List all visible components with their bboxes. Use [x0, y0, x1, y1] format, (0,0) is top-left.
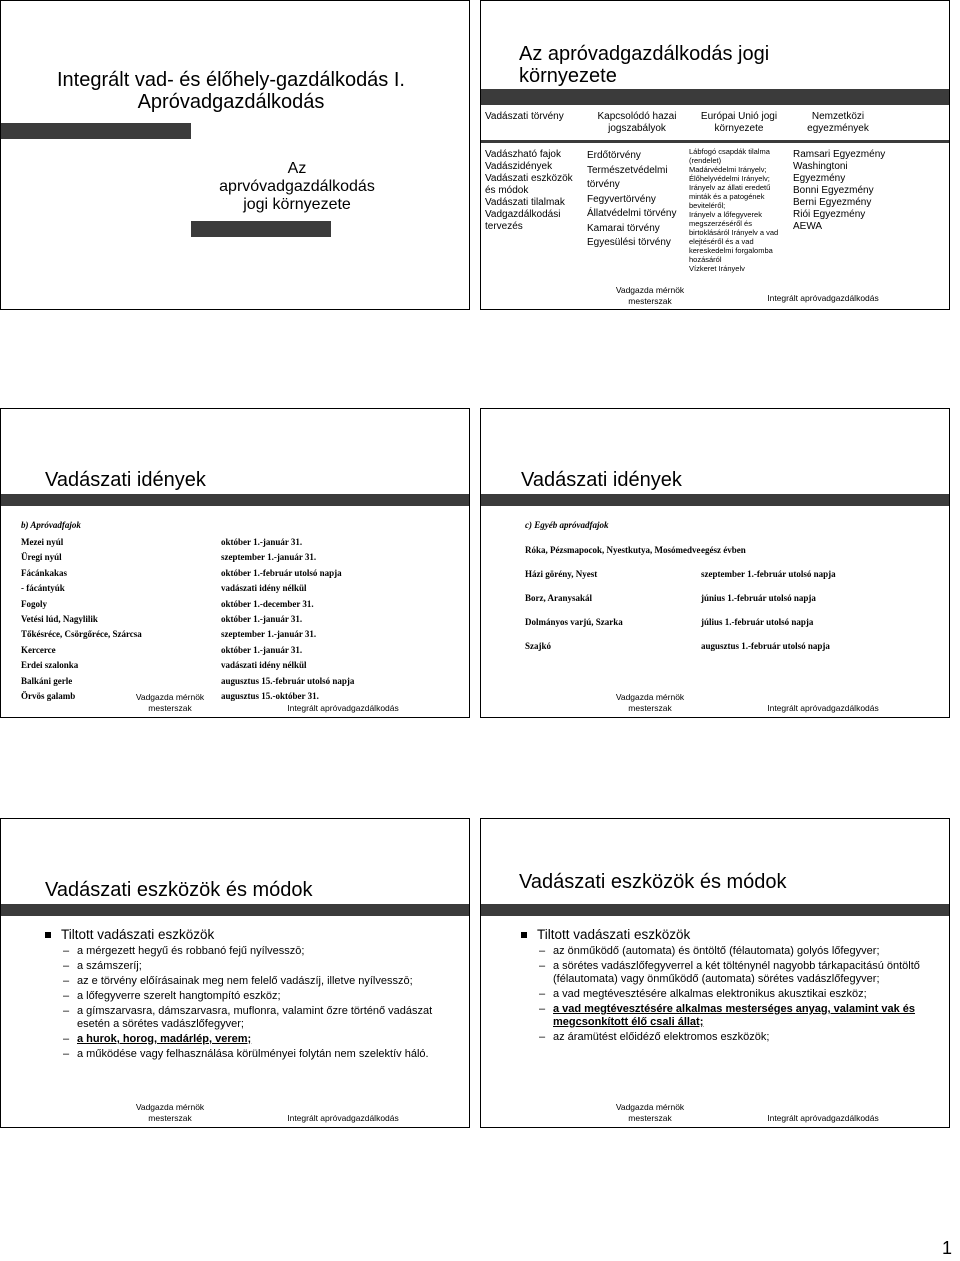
list-item-emphasized: a hurok, horog, madárlép, verem;: [77, 1033, 252, 1045]
footer-course: Integrált apróvadgazdálkodás: [287, 703, 399, 713]
species-name: Örvös galamb: [21, 690, 76, 701]
section-label: c) Egyéb apróvadfajok: [525, 520, 609, 530]
list-item: – a mérgezett hegyű és robbanó fejű nyílvesszō;: [61, 945, 445, 958]
col3-item: Irányelv a lőfegyverek megszerzéséről és birtoklásáról Irányelv a vad elejtéséről és a vad kereskedelmi forgalomba hozásáról: [689, 210, 779, 264]
footer-program-line1: Vadgazda mérnök: [615, 1102, 685, 1112]
species-name: Erdei szalonka: [21, 660, 79, 671]
col4-item: Bonni Egyezmény: [793, 185, 874, 196]
decor-bar: [481, 89, 950, 105]
season-row: [21, 537, 461, 552]
season-row: [21, 552, 461, 567]
list-item: – a gímszarvasra, dámszarvasra, muflonra, valamint őzre történő vadászat esetén a sörétes vadászlőfegyver;: [61, 1005, 445, 1031]
season-value: október 1.-január 31.: [221, 613, 303, 624]
season-row: [21, 599, 461, 614]
col-head-2: Kapcsolódó hazai jogszabályok: [597, 111, 677, 134]
tools-list: [45, 927, 445, 1063]
col2-item: Kamarai törvény: [587, 222, 660, 234]
season-row: [525, 641, 945, 665]
decor-bar-left: [1, 123, 191, 139]
species-name: - fácántyúk: [21, 583, 65, 594]
list-item: – a vad megtévesztésére alkalmas elektronikus akusztikai eszköz;: [537, 988, 921, 1001]
slide2-title-line1: Az apróvadgazdálkodás jogi: [519, 43, 770, 65]
col3-item: Lábfogó csapdák tilalma (rendelet): [689, 147, 770, 165]
season-value: október 1.-február utolsó napja: [221, 567, 342, 578]
col3-item: Madárvédelmi Irányelv;: [689, 165, 767, 174]
col4-item: Berni Egyezmény: [793, 197, 872, 208]
header-divider: [481, 140, 950, 143]
footer-course: Integrált apróvadgazdálkodás: [287, 1113, 399, 1123]
slide-hunting-tools-2: [480, 818, 950, 1128]
season-value: vadászati idény nélkül: [221, 583, 307, 594]
footer-program: [125, 692, 215, 714]
species-name: Kercerce: [21, 644, 56, 655]
col1-item: Vadászati tilalmak: [485, 197, 565, 208]
list-item: – az önműködő (automata) és öntöltő (félautomata) golyós lőfegyver;: [537, 945, 921, 958]
season-row: [525, 617, 945, 641]
footer-program: [605, 1102, 695, 1124]
col4-list: [793, 149, 889, 233]
col-head-1: Vadászati törvény: [485, 111, 564, 122]
col3-list: [689, 147, 785, 273]
list-item: – a működése vagy felhasználása körülményei folytán nem szelektív háló.: [61, 1048, 445, 1061]
season-row: [525, 569, 945, 593]
season-row: [21, 614, 461, 629]
list-item-emphasized: a vad megtévesztésére alkalmas mesterséges anyag, valamint vak és megcsonkított élő csali állat;: [553, 1003, 916, 1028]
season-value: október 1.-január 31.: [221, 644, 303, 655]
season-value: október 1.-január 31.: [221, 537, 303, 547]
list-item: – az áramütést előidéző elektromos eszközök;: [537, 1031, 921, 1044]
season-row: [525, 545, 945, 569]
page-number: 1: [941, 1238, 952, 1258]
col1-item: Vadászidények: [485, 161, 553, 172]
col3-item: Vízkeret Irányelv: [689, 264, 745, 273]
col1-list: [485, 149, 585, 233]
species-name: Mezei nyúl: [21, 537, 64, 547]
section-label: b) Apróvadfajok: [21, 520, 81, 530]
footer-program-line2: mesterszak: [628, 296, 672, 306]
species-name: Üregi nyúl: [21, 552, 62, 563]
col1-item: Vadászati eszközök és módok: [485, 173, 573, 196]
season-row: [525, 593, 945, 617]
footer-course: Integrált apróvadgazdálkodás: [767, 1113, 879, 1123]
bullet-heading: Tiltott vadászati eszközök: [521, 927, 921, 943]
slide2-title-line2: környezete: [519, 65, 617, 87]
season-value: szeptember 1.-január 31.: [221, 629, 317, 640]
species-name: Fogoly: [21, 598, 47, 609]
season-row: [21, 660, 461, 675]
slide4-title: Vadászati idények: [521, 469, 682, 491]
season-row: [21, 568, 461, 583]
footer-program-line1: Vadgazda mérnök: [615, 285, 685, 295]
course-title: [21, 69, 441, 113]
decor-bar: [1, 494, 470, 506]
col2-list: [587, 149, 683, 251]
season-row: [21, 629, 461, 644]
subtitle-line2: aprvóvadgazdálkodás: [219, 178, 375, 195]
season-table: [525, 545, 945, 665]
list-item: – a számszeríj;: [61, 960, 445, 973]
footer-program: [125, 1102, 215, 1124]
species-name: Balkáni gerle: [21, 675, 73, 686]
col4-item: Washingtoni Egyezmény: [793, 161, 848, 184]
slide-hunting-seasons-b: [0, 408, 470, 718]
col3-item: Élőhelyvédelmi Irányelv;: [689, 174, 770, 183]
footer-program: [605, 692, 695, 714]
slide3-title: Vadászati idények: [45, 469, 206, 491]
col1-item: Vadászható fajok: [485, 149, 561, 160]
subtitle-line3: jogi környezete: [243, 196, 351, 213]
footer-course: Integrált apróvadgazdálkodás: [767, 293, 879, 303]
species-name: Házi görény, Nyest: [525, 569, 598, 579]
footer-program: [605, 285, 695, 307]
species-name: Szajkó: [525, 641, 552, 651]
season-value: vadászati idény nélkül: [221, 660, 307, 671]
species-name: Dolmányos varjú, Szarka: [525, 617, 623, 627]
col3-item: Irányelv az állati eredetű minták és a patogének beviteléről;: [689, 183, 771, 210]
course-title-line1: Integrált vad- és élőhely-gazdálkodás I.: [57, 69, 405, 91]
season-value: egész évben: [701, 545, 746, 555]
season-value: szeptember 1.-február utolsó napja: [701, 569, 836, 579]
footer-course: Integrált apróvadgazdálkodás: [767, 703, 879, 713]
slide1-subtitle: [197, 160, 397, 214]
decor-bar-right: [191, 221, 331, 237]
species-name: Róka, Pézsmapocok, Nyestkutya, Mosómedve: [525, 545, 701, 555]
col2-item: Erdőtörvény: [587, 150, 641, 161]
footer-program-line1: Vadgazda mérnök: [135, 1102, 205, 1112]
slide-title: [0, 0, 470, 310]
season-value: június 1.-február utolsó napja: [701, 593, 816, 603]
slide6-title: Vadászati eszközök és módok: [519, 871, 787, 893]
footer-program-line2: mesterszak: [628, 703, 672, 713]
slide2-title: [519, 43, 939, 87]
slide-hunting-tools-1: [0, 818, 470, 1128]
decor-bar: [481, 494, 950, 506]
course-title-line2: Apróvadgazdálkodás: [137, 91, 325, 113]
footer-program-line1: Vadgazda mérnök: [615, 692, 685, 702]
footer-program-line2: mesterszak: [628, 1113, 672, 1123]
tools-list: [521, 927, 921, 1046]
season-row: [21, 676, 461, 691]
bullet-heading: Tiltott vadászati eszközök: [45, 927, 445, 943]
footer-program-line2: mesterszak: [148, 1113, 192, 1123]
col-head-4: Nemzetközi egyezmények: [807, 111, 869, 134]
decor-bar: [1, 904, 470, 916]
col4-item: Riói Egyezmény: [793, 209, 866, 220]
season-row: [21, 645, 461, 660]
col1-item: Vadgazdálkodási tervezés: [485, 209, 561, 232]
col-head-3: Európai Unió jogi környezete: [700, 111, 778, 134]
col4-item: AEWA: [793, 221, 823, 232]
season-value: október 1.-december 31.: [221, 598, 314, 609]
species-name: Vetési lúd, Nagylilik: [21, 613, 98, 624]
season-value: augusztus 1.-február utolsó napja: [701, 641, 830, 651]
list-item: – a sörétes vadászlőfegyverrel a két tölténynél nagyobb tárkapacitású öntöltő (félautomata) vagy önműködő (automata) sörétes vadászlőfegyver;: [537, 960, 921, 986]
col4-item: Ramsari Egyezmény: [793, 149, 886, 160]
season-value: szeptember 1.-január 31.: [221, 552, 317, 563]
list-item: – az e törvény előírásainak meg nem felelő vadászíj, illetve nyílvesszō;: [61, 975, 445, 988]
season-table: [21, 537, 461, 706]
species-name: Fácánkakas: [21, 567, 68, 578]
season-value: augusztus 15.-február utolsó napja: [221, 675, 355, 686]
slide-legal-environment: [480, 0, 950, 310]
col2-item: Egyesülési törvény: [587, 237, 671, 248]
list-item: – a lőfegyverre szerelt hangtompító eszköz;: [61, 990, 445, 1003]
season-value: július 1.-február utolsó napja: [701, 617, 814, 627]
col2-item: Állatvédelmi törvény: [587, 208, 677, 219]
season-row: [21, 583, 461, 598]
col2-item: Természetvédelmi törvény: [587, 164, 668, 190]
col2-item: Fegyvertörvény: [587, 193, 656, 205]
species-name: Borz, Aranysakál: [525, 593, 593, 603]
species-name: Tőkésréce, Csörgőréce, Szárcsa: [21, 629, 142, 640]
decor-bar: [481, 904, 950, 916]
slide-hunting-seasons-c: [480, 408, 950, 718]
season-value: augusztus 15.-október 31.: [221, 690, 319, 701]
slide5-title: Vadászati eszközök és módok: [45, 879, 313, 901]
footer-program-line2: mesterszak: [148, 703, 192, 713]
footer-program-line1: Vadgazda mérnök: [135, 692, 205, 702]
subtitle-line1: Az: [287, 160, 307, 177]
